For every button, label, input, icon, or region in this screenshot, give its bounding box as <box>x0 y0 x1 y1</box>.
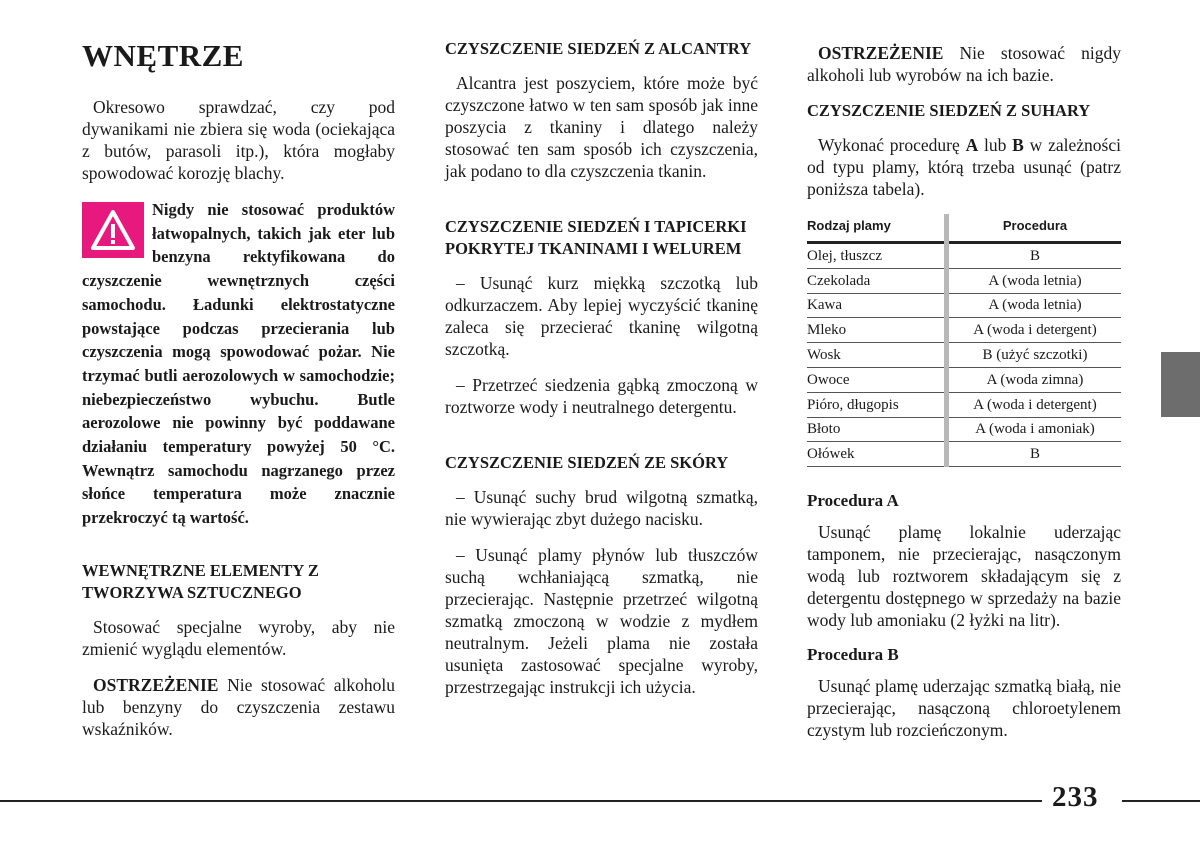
procedure-cell: B <box>947 243 1122 269</box>
table-header-row <box>807 214 1121 243</box>
table-row <box>807 392 1121 417</box>
column-header-procedure: Procedura <box>947 214 1122 243</box>
footer-rule-right <box>1122 800 1200 802</box>
procedure-cell: A (woda letnia) <box>947 268 1122 293</box>
fabric-heading: CZYSZCZENIE SIEDZEŃ I TAPICERKI POKRYTEJ TKANINAMI I WELUREM <box>445 217 747 258</box>
suhara-heading: CZYSZCZENIE SIEDZEŃ Z SUHARY <box>807 101 1091 120</box>
procedure-a-ref: A <box>965 135 979 155</box>
column-header-stain: Rodzaj plamy <box>807 214 947 243</box>
warning-text: Nigdy nie stosować produktów łatwopalnych, takich jak eter lub benzyna rektyfikowana do czyszczenie wewnętrznych części samochodu. Ładunki elektrostatyczne powstające podczas przecierania lub czyszczenia mogą spowodować pożar. Nie trzymać butli aerozolowych w samochodzie; niebezpieczeństwo wybuchu. Butle aerozolowe nie powinny być poddawane działaniu temperatury powyżej 50 °C. Wewnątrz samochodu nagrzanego przez słońce temperatura może znacznie przekroczyć tą wartość. <box>82 200 395 528</box>
procedure-cell: A (woda zimna) <box>947 367 1122 392</box>
procedure-a-heading: Procedura A <box>807 491 899 511</box>
plastic-text: Stosować specjalne wyroby, aby nie zmienić wyglądu elementów. <box>82 616 395 659</box>
leather-heading: CZYSZCZENIE SIEDZEŃ ZE SKÓRY <box>445 453 729 472</box>
procedure-cell: A (woda letnia) <box>947 293 1122 318</box>
suhara-text-post: w zależności od typu plamy, którą trzeba usunąć (patrz poniższa tabela). <box>807 135 1121 199</box>
procedure-cell: B <box>947 442 1122 467</box>
stain-cell: Kawa <box>807 293 947 318</box>
caution-paragraph <box>82 674 395 740</box>
table-row <box>807 343 1121 368</box>
suhara-text-mid: lub <box>978 135 1013 155</box>
caution-text: Nie stosować alkoholu lub benzyny do czyszczenia zestawu wskaźników. <box>82 674 395 739</box>
page-number: 233 <box>1052 781 1099 813</box>
alcantra-text: Alcantra jest poszyciem, które może być czyszczone łatwo w ten sam sposób jak inne poszycia z tkaniny i dlatego należy stosować ten sam sposób ich czyszczenia, jak podano to dla czyszczenia tkanin. <box>445 73 758 181</box>
plastic-heading: WEWNĘTRZNE ELEMENTY Z TWORZYWA SZTUCZNEGO <box>82 560 319 602</box>
table-row <box>807 442 1121 467</box>
column-right <box>807 38 1121 755</box>
section-tab-marker <box>1161 352 1200 417</box>
stain-cell: Ołówek <box>807 442 947 467</box>
intro-paragraph: Okresowo sprawdzać, czy pod dywanikami nie zbiera się woda (ociekająca z butów, parasoli itp.), która mogłaby spowodować korozję blachy. <box>82 97 395 183</box>
procedure-cell: A (woda i detergent) <box>947 392 1122 417</box>
page-title: WNĘTRZE <box>82 38 244 73</box>
table-row <box>807 367 1121 392</box>
leather-paragraph-1: – Usunąć suchy brud wilgotną szmatką, nie wywierając zbyt dużego nacisku. <box>445 487 758 529</box>
alcantra-heading: CZYSZCZENIE SIEDZEŃ Z ALCANTRY <box>445 39 752 58</box>
procedure-cell: A (woda i detergent) <box>947 318 1122 343</box>
stain-cell: Czekolada <box>807 268 947 293</box>
table-row <box>807 318 1121 343</box>
stain-procedure-table <box>807 214 1121 467</box>
procedure-b-heading: Procedura B <box>807 645 899 665</box>
column-left <box>82 38 395 754</box>
caution-label-2: OSTRZEŻENIE <box>818 43 944 63</box>
stain-cell: Błoto <box>807 417 947 442</box>
table-row <box>807 243 1121 269</box>
procedure-b-ref: B <box>1012 135 1024 155</box>
table-row <box>807 417 1121 442</box>
warning-triangle-icon <box>82 202 144 258</box>
stain-cell: Wosk <box>807 343 947 368</box>
procedure-cell: A (woda i amoniak) <box>947 417 1122 442</box>
column-middle <box>445 38 758 712</box>
leather-paragraph-2: – Usunąć plamy płynów lub tłuszczów suchą wchłaniającą szmatką, nie przecierając. Następnie przetrzeć wilgotną szmatką zmoczoną w wodzie z mydłem neutralnym. Jeżeli plama nie została usunięta zastosować specjalne wyroby, przestrzegając instrukcji ich użycia. <box>445 545 758 697</box>
fabric-paragraph-1: – Usunąć kurz miękką szczotką lub odkurzaczem. Aby lepiej wyczyścić tkaninę zaleca się przecierać tkaninę wilgotną szczotką. <box>445 273 758 359</box>
stain-cell: Olej, tłuszcz <box>807 243 947 269</box>
suhara-text <box>807 134 1121 200</box>
caution-text-2: Nie stosować nigdy alkoholi lub wyrobów na ich bazie. <box>807 43 1121 85</box>
warning-block <box>82 198 395 530</box>
fabric-paragraph-2: – Przetrzeć siedzenia gąbką zmoczoną w roztworze wody i neutralnego detergentu. <box>445 375 758 417</box>
procedure-a-text: Usunąć plamę lokalnie uderzając tamponem, nie przecierając, nasączonym wodą lub roztworem składającym się z detergentu dostępnego w sprzedaży na bazie wody lub amoniaku (2 łyżki na litr). <box>807 522 1121 631</box>
footer-rule-left <box>0 800 1042 802</box>
suhara-text-pre: Wykonać procedurę <box>818 135 966 155</box>
caution-label: OSTRZEŻENIE <box>93 674 219 695</box>
stain-cell: Owoce <box>807 367 947 392</box>
caution-paragraph-2 <box>807 42 1121 86</box>
procedure-cell: B (użyć szczotki) <box>947 343 1122 368</box>
table-row <box>807 293 1121 318</box>
stain-cell: Pióro, długopis <box>807 392 947 417</box>
stain-cell: Mleko <box>807 318 947 343</box>
table-row <box>807 268 1121 293</box>
procedure-b-text: Usunąć plamę uderzając szmatką białą, nie przecierając, nasączoną chloroetylenem czystym lub rozcieńczonym. <box>807 676 1121 741</box>
